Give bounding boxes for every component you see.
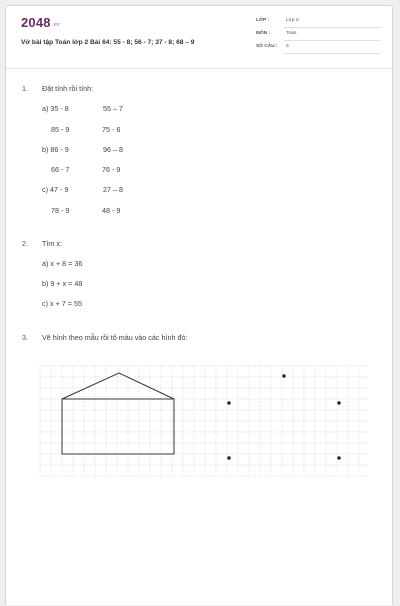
meta-subject-value: Toán (286, 31, 297, 36)
equation-item: a) x + 8 = 36 (42, 259, 83, 268)
exercise-item: 78 - 9 (51, 206, 70, 215)
meta-class-label: LỚP : (256, 18, 270, 23)
question-3-prompt: Vẽ hình theo mẫu rồi tô màu vào các hình đó: (42, 333, 188, 342)
worksheet-page (5, 5, 393, 605)
meta-class-value: Lớp 2 (286, 18, 299, 23)
grid-dot (227, 401, 230, 404)
grid-dot (337, 401, 340, 404)
house-body (62, 399, 174, 454)
meta-count-value: 3 (286, 44, 289, 49)
question-2-number: 2. (22, 239, 28, 248)
meta-count-label: SỐ CÂU : (256, 44, 278, 49)
equation-item: c) x + 7 = 55 (42, 299, 82, 308)
grid-dot (337, 456, 340, 459)
exercise-item: b) 86 - 9 (42, 145, 69, 154)
grid-lines (40, 366, 368, 476)
exercise-item: a) 35 - 8 (42, 104, 69, 113)
question-1-prompt: Đặt tính rồi tính: (42, 84, 94, 93)
drawing-grid (6, 6, 394, 606)
meta-subject-label: MÔN : (256, 31, 271, 36)
exercise-item: 85 - 9 (51, 125, 70, 134)
site-logo[interactable]: $2048^{.vn}$ (21, 15, 60, 30)
page-title: Vở bài tập Toán lớp 2 Bài 64: 55 - 8; 56 - 7; 37 - 8; 68 – 9 (21, 39, 195, 46)
exercise-item: 75 - 6 (102, 125, 121, 134)
question-1-number: 1. (22, 84, 28, 93)
exercise-item: 76 - 9 (102, 165, 121, 174)
house-figure (62, 373, 174, 454)
exercise-item: 27 – 8 (103, 185, 123, 194)
exercise-item: 96 – 8 (103, 145, 123, 154)
question-3-number: 3. (22, 333, 28, 342)
grid-dot (282, 374, 285, 377)
grid-dot (227, 456, 230, 459)
exercise-item: 66 - 7 (51, 165, 70, 174)
exercise-item: c) 47 - 9 (42, 185, 69, 194)
dot-pattern (227, 374, 340, 459)
exercise-item: 48 - 9 (102, 206, 121, 215)
exercise-item: 55 – 7 (103, 104, 123, 113)
equation-item: b) 9 + x = 48 (42, 279, 83, 288)
question-2-prompt: Tìm x: (42, 239, 62, 248)
